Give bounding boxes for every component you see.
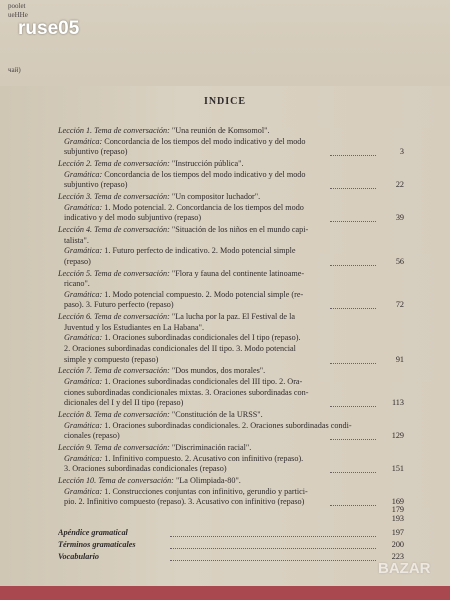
toc-appendix-title: Vocabulario [58,552,99,561]
toc-text: "La lucha por la paz. El Festival de la [169,312,296,322]
toc-entry-line [64,388,380,398]
toc-topic-label: Tema de conversación: [94,192,170,201]
toc-text: "Flora y fauna del continente latinoame- [169,268,305,278]
toc-entry-line [58,192,374,202]
toc-entry-line [64,333,380,343]
toc-entry-line [64,236,380,246]
toc-lead: Gramática: [64,333,103,343]
toc-text: (repaso) [64,256,91,266]
toc-page-number: 39 [395,213,404,223]
toc-text: 2. Oraciones subordinadas condicionales del II tipo. 3. Modo potencial [64,344,296,353]
toc-leader-dots [330,405,376,407]
toc-entry-line [58,366,374,376]
toc-entry-line [64,487,380,497]
page-title: INDICE [203,96,247,107]
toc-lead: Lección 1. [58,126,93,135]
toc-leader-dots [330,438,376,440]
toc-lead: Gramática: [64,246,103,256]
toc-entry-line [64,246,380,256]
toc-page-number: 179 [391,505,404,514]
bottom-strip [0,586,450,600]
toc-topic-label: Tema de conversación: [94,312,170,322]
toc-entry-line [58,159,374,169]
toc-text: "La Olimpiada-80". [173,476,241,485]
toc-page-number: 91 [395,354,404,364]
toc-topic-label: Tema de conversación: [94,225,170,234]
toc-entry-line [58,443,374,453]
toc-entry-line [64,344,380,354]
bleed-text-1: poolet [8,2,26,10]
toc-text: pio. 2. Infinitivo compuesto (repaso). 3. Acusativo con infinitivo (repaso) [64,497,305,507]
toc-leader-dots [330,187,376,189]
toc-page-number: 151 [391,464,404,474]
toc-topic-label: Tema de conversación: [98,476,174,485]
toc-page-number: 3 [399,147,404,157]
toc-entry-line [64,170,380,180]
toc-lead: Lección 8. [58,410,93,419]
toc-text: "Una reunión de Komsomol". [169,126,270,135]
bleed-text-2: ueHHe [8,11,28,19]
toc-page-number: 113 [392,398,404,408]
toc-leader-dots [330,362,376,364]
toc-lead: Gramática: [64,169,103,179]
toc-page-number: 223 [391,552,404,561]
toc-leader-dots [170,535,376,537]
toc-text: 3. Oraciones subordinadas condicionales (repaso) [64,464,227,474]
toc-page-number: 56 [395,256,404,266]
toc-entry-line [64,421,380,431]
toc-text: 1. Modo potencial compuesto. 2. Modo potencial simple (re- [104,289,304,299]
toc-topic-label: Tema de conversación: [94,126,170,135]
toc-text: 1. Futuro perfecto de indicativo. 2. Modo potencial simple [104,246,296,256]
toc-entry-line [64,290,380,300]
toc-lead: Lección 9. [58,443,93,452]
toc-text: "Discriminación racial". [169,443,252,452]
toc-entry-line [58,269,374,279]
toc-lead: Lección 3. [58,192,93,201]
bazar-watermark-text: BAZAR [378,560,431,577]
toc-page-number: 169 [391,497,404,507]
toc-page-number: 193 [391,514,404,523]
toc-leader-dots [330,504,376,506]
toc-page-number: 129 [391,431,404,441]
toc-text: Concordancia de los tiempos del modo indicativo y del modo [104,169,306,179]
toc-text: dicionales del I y del II tipo (repaso) [64,398,184,408]
toc-lead: Gramática: [64,453,103,463]
toc-text: "Dos mundos, dos morales". [169,366,266,376]
toc-text: cionales (repaso) [64,431,120,441]
toc-topic-label: Tema de conversación: [94,268,170,278]
toc-entry-line [64,137,380,147]
toc-lead: Lección 10. [58,476,97,485]
watermark-logo: ruse05 [18,18,80,39]
toc-lead: Gramática: [64,202,103,212]
toc-entry-line [58,312,374,322]
toc-text: Juventud y los Estudiantes en La Habana". [64,322,204,332]
toc-entry-line [64,323,380,333]
toc-page-number: 72 [395,300,404,310]
toc-appendix-title: Apéndice gramatical [58,528,128,537]
toc-leader-dots [330,220,376,222]
toc-entry-line [58,476,374,486]
toc-leader-dots [330,154,376,156]
toc-text: simple y compuesto (repaso) [64,354,159,364]
toc-topic-label: Tema de conversación: [94,443,170,452]
toc-leader-dots [330,471,376,473]
toc-entry-line [58,126,374,136]
toc-text: Concordancia de los tiempos del modo indicativo y del modo [104,136,306,146]
toc-text: subjuntivo (repaso) [64,147,128,157]
toc-leader-dots [330,264,376,266]
toc-page-number: 197 [391,528,404,537]
toc-text: "Instrucción pública". [169,159,244,168]
toc-lead: Gramática: [64,289,103,299]
toc-lead: Gramática: [64,486,103,496]
toc-text: 1. Oraciones subordinadas condicionales del I tipo (repaso). [104,333,301,343]
toc-text: subjuntivo (repaso) [64,180,128,190]
toc-entry-line [64,203,380,213]
toc-lead: Lección 2. [58,159,93,168]
toc-lead: Gramática: [64,420,103,430]
toc-text: 1. Oraciones subordinadas condicionales. 2. Oraciones subordinadas condi- [104,420,352,430]
toc-lead: Lección 4. [58,225,93,234]
toc-entry-line [64,454,380,464]
toc-leader-dots [170,559,376,561]
toc-text: 1. Construcciones conjuntas con infinitivo, gerundio y partici- [104,486,308,496]
bazar-watermark [378,556,438,586]
toc-lead: Lección 5. [58,268,93,278]
toc-entry-line [64,377,380,387]
toc-text: 1. Infinitivo compuesto. 2. Acusativo con infinitivo (repaso). [104,453,304,463]
toc-text: "Situación de los niños en el mundo capi- [169,225,309,234]
toc-entry-line [64,279,380,289]
toc-appendix-title: Términos gramaticales [58,540,136,549]
toc-page-number: 200 [391,540,404,549]
toc-text: "Un compositor luchador". [169,192,261,201]
toc-lead: Lección 6. [58,312,93,322]
toc-text: ciones subordinadas condicionales mixtas. 3. Oraciones subordinadas con- [64,387,309,397]
toc-leader-dots [330,307,376,309]
toc-text: 1. Modo potencial. 2. Concordancia de los tiempos del modo [104,202,304,212]
bleed-text-3: чай) [8,66,21,74]
toc-text: 1. Oraciones subordinadas condicionales del III tipo. 2. Ora- [104,377,303,386]
toc-text: "Constitución de la URSS". [169,410,263,419]
toc-text: paso). 3. Futuro perfecto (repaso) [64,300,174,310]
toc-entry-line [58,225,374,235]
toc-entry-line [58,410,374,420]
toc-topic-label: Tema de conversación: [94,366,170,376]
toc-page-number: 22 [395,180,404,190]
toc-text: indicativo y del modo subjuntivo (repaso) [64,213,202,223]
toc-text: talista". [64,235,89,245]
toc-text: ricano". [64,279,90,289]
toc-leader-dots [170,547,376,549]
toc-topic-label: Tema de conversación: [94,410,170,419]
toc-lead: Gramática: [64,377,103,386]
toc-lead: Gramática: [64,136,103,146]
toc-lead: Lección 7. [58,366,93,376]
toc-topic-label: Tema de conversación: [94,159,170,168]
